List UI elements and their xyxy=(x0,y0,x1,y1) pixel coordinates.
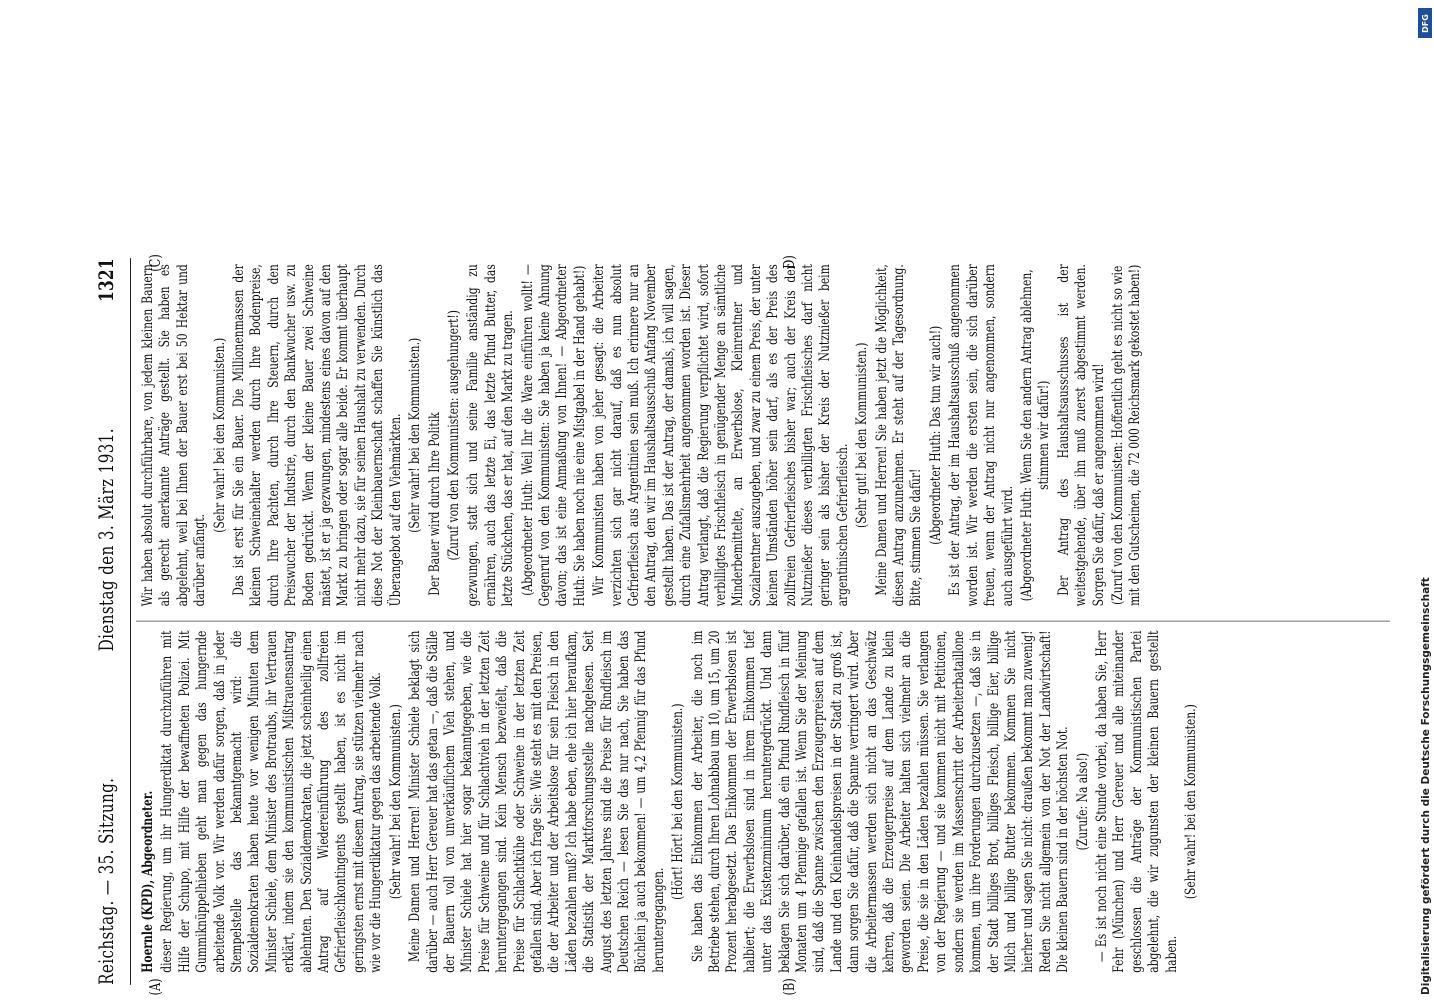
paragraph: Es ist der Antrag, der im Haushaltsausschuß angenommen worden ist. Wir werden die ersten sein, die sich darüber freuen, wenn der Antrag nicht nur angenommen, sondern auch ausgeführt wird. xyxy=(947,264,1016,607)
paragraph: Der Bauer wird durch Ihre Politik xyxy=(426,412,443,596)
paragraph: gezwungen, statt sich und seine Familie anständig zu ernähren, auch das letzte Ei, das letzte Pfund Butter, das letzte Stückchen, das er hat, auf den Markt zu tragen. xyxy=(465,264,517,607)
running-header xyxy=(94,258,124,985)
margin-mark-d: D) xyxy=(780,255,798,269)
interjection: (Zuruf von den Kommunisten: Hoffentlich geht es nicht so wie mit den Gutscheinen, die 72 000 Reichsmark gekostet haben!) xyxy=(1109,264,1144,606)
page-number: 1321 xyxy=(94,258,118,302)
interjection: (Abgeordneter Huth: Weil Ihr die Ware einführen wollt! — Gegenruf von den Kommunisten: Sie haben ja keine Ahnung davon; das ist eine Anmaßung von Ihnen! — Abgeordneter Huth: Sie haben noch nie eine Mistgabel in der Hand gehabt!) xyxy=(519,264,588,607)
interjection: (Hört! Hört! bei den Kommunisten.) xyxy=(670,703,687,900)
header-rule xyxy=(130,258,131,985)
interjection: (Abgeordneter Huth: Wenn Sie den andern Antrag ablehnen, stimmen wir dafür!) xyxy=(1018,269,1053,602)
scanned-page xyxy=(80,0,1199,1000)
dfg-logo-icon: DFG xyxy=(1418,8,1432,38)
paragraph: Sie haben das Einkommen der Arbeiter, die noch im Betriebe stehen, durch Ihren Lohnabbau um 10, um 15, um 20 Prozent herabgesetzt. Das Einkommen der Erwerbslosen ist halbiert; die Erwerbslosen sind in ihrem Einkommen tief unter das Existenzminimum heruntergedrückt. Und dann beklagen Sie sich darüber, daß ein Pfund Rindfleisch in fünf Monaten um 4 Pfennige gefallen ist. Wenn Sie der Meinung sind, daß die Spanne zwischen den Erzeugerpreisen auf dem Lande und den Kleinhandelspreisen in der Stadt zu groß ist, dann sorgen Sie dafür, daß die Spanne verringert wird. Aber die Arbeitermassen werden sich nicht an das Geschwätz kehren, daß die Erzeugerpreise auf dem Lande zu klein geworden seien. Die Arbeiter halten sich vielmehr an die Preise, die sie in den Läden bezahlen müssen. Sie verlangen von der Regierung — und sie kommen nicht mit Petitionen, sondern sie werden im Massenschritt der Arbeiterbataillone kommen, um ihre Forderungen durchzusetzen —, daß sie in der Stadt billiges Brot, billiges Fleisch, billige Eier, billige Milch und billige Butter bekommen. Kommen Sie nicht hierher und sagen Sie nicht: draußen bekommt man zuwenig! Reden Sie nicht allgemein von der Not der Landwirtschaft! Die kleinen Bauern sind in der höchsten Not. xyxy=(689,630,1072,973)
interjection: (Sehr wahr! bei den Kommunisten.) xyxy=(211,337,228,533)
column-divider xyxy=(136,621,1390,622)
paragraph: Wir haben absolut durchführbare, von jedem kleinen Bauern als gerecht anerkannte Anträge gestellt. Sie haben es abgelehnt, weil bei Ihnen der Bauer erst bei 50 Hektar und darüber anfängt. xyxy=(140,264,209,607)
interjection: (Sehr wahr! bei den Kommunisten.) xyxy=(387,704,404,900)
paragraph: Meine Damen und Herren! Sie haben jetzt die Möglichkeit, diesen Antrag anzunehmen. Er steht auf der Tagesordnung. Bitte, stimmen Sie dafür! xyxy=(873,264,925,607)
paragraph: Wir Kommunisten haben von jeher gesagt: die Arbeiter verzichten sich gar nicht darauf, daß es nun absolut Gefrierfleisch aus Argentinien sein muß. Ich erinnere nur an den Antrag, den wir im Haushaltsausschuß Anfang November gestellt haben. Das ist der Antrag, der damals, ich will sagen, durch eine Zufallsmehrheit angenommen worden ist. Dieser Antrag verlangt, daß die Regierung verpflichtet wird, sofort verbilligtes Frischfleisch in genügender Menge an sämtliche Minderbemittelte, an Erwerbslose, Kleinrentner und Sozialrentner auszugeben, und zwar zu einem Preis, der unter keinen Umständen höher sein darf, als es der Preis des zollfreien Gefrierfleisches bisher war; auch der Kreis der Nutznießer dieses verbilligten Frischfleisches darf nicht geringer sein als bisher der Kreis der Nutznießer beim argentinischen Gefrierfleisch. xyxy=(591,264,851,607)
margin-mark-b: (B) xyxy=(780,978,798,996)
credit-text: Digitalisierung gefördert durch die Deutsche Forschungsgemeinschaft xyxy=(1420,577,1432,995)
paragraph: Meine Damen und Herren! Minister Schiele beklagt sich darüber — auch Herr Gereuer hat das getan —, daß die Ställe der Bauern voll von unverkäuflichem Vieh stehen, und Minister Schiele hat hier sogar bekanntgegeben, wie die Preise für Schweine und für Schlachtvieh in der letzten Zeit heruntergegangen sind. Kein Mensch bezweifelt, daß die Preise für Schlachtkühe oder Schweine in der letzten Zeit gefallen sind. Aber ich frage Sie: Wie steht es mit den Preisen, die der Arbeiter und der Arbeitslose für sein Fleisch in den Läden bezahlen muß? Ich habe eben, ehe ich hier heraufkam, die Statistik der Marktforschungsstelle nachgelesen. Seit August des letzten Jahres sind die Preise für Rindfleisch im Deutschen Reich — lesen Sie das nur nach, Sie haben das Büchlein ja auch bekommen! — um 4,2 Pfennig für das Pfund heruntergegangen. xyxy=(407,630,667,973)
margin-mark-c: (C) xyxy=(146,254,164,272)
digitization-credit xyxy=(1408,0,1432,1000)
paragraph: Der Antrag des Haushaltsausschusses ist der weitestgehende, über ihn muß zuerst abgestimmt werden. Sorgen Sie dafür, daß er angenommen wird! xyxy=(1055,264,1107,607)
interjection: (Sehr wahr! bei den Kommunisten.) xyxy=(407,337,424,533)
speaker-line: Hoernle (KPD), Abgeordneter. xyxy=(140,790,156,973)
interjection: (Zurufe: Na also!) xyxy=(1074,752,1091,851)
margin-mark-a: (A) xyxy=(146,978,164,996)
header-date: Dienstag den 3. März 1931. xyxy=(94,428,118,652)
paragraph: — Es ist noch nicht eine Stunde vorbei, da haben Sie, Herr Fehr (München) und Herr Gereuer und alle miteinander geschlossen die Anträge der Kommunistischen Partei abgelehnt, die wir zugunsten der kleinen Bauern gestellt haben. xyxy=(1093,630,1180,973)
right-column xyxy=(140,264,1147,606)
interjection: (Abgeordneter Huth: Das tun wir auch!) xyxy=(927,325,944,545)
paragraph: dieser Regierung, um ihr Hungerdiktat durchzuführen mit Hilfe der Schupo, mit Hilfe der bewaffneten Polizei. Mit Gummiknüppelhieben geht man gegen das hungernde arbeitende Volk vor. Wir werden dafür sorgen, daß in jeder Stempelstelle das bekanntgemacht wird: die Sozialdemokraten haben heute vor wenigen Minuten dem Minister Schiele, dem Minister des Brotraubs, ihr Vertrauen erklärt, indem sie den kommunistischen Mißtrauensantrag ablehnten. Den Sozialdemokraten, die jetzt scheinheilig einen Antrag auf Wiedereinführung des zollfreien Gefrierfleischkontingents gestellt haben, ist es nicht im geringsten ernst mit diesem Antrag, sie stützen vielmehr nach wie vor die Hungerdiktatur gegen das arbeitende Volk. xyxy=(159,630,385,973)
header-session: Reichstag. — 35. Sitzung. xyxy=(94,777,118,985)
paragraph: Das ist erst für Sie ein Bauer. Die Millionenmassen der kleinen Schweinehalter werden durch Ihre Bodenpreise, durch Ihre Pachten, durch Ihre Steuern, durch den Preiswucher der Industrie, durch den Bankwucher usw. zu Boden gedrückt. Wenn der kleine Bauer zwei Schweine mästet, ist er ja gezwungen, mindestens eines davon auf den Markt zu bringen oder sogar alle beide. Er kommt überhaupt nicht mehr dazu, sie für seinen Haushalt zu verwenden. Durch diese Not der Kleinbauernschaft schaffen Sie künstlich das Überangebot auf den Viehmärkten. xyxy=(231,264,404,607)
rotated-page-content xyxy=(80,243,1400,1000)
interjection: (Sehr wahr! bei den Kommunisten.) xyxy=(1182,704,1199,900)
interjection: (Zuruf von den Kommunisten: ausgehungert!) xyxy=(445,310,462,561)
interjection: (Sehr gut! bei den Kommunisten.) xyxy=(854,342,871,528)
left-column xyxy=(140,631,1202,973)
